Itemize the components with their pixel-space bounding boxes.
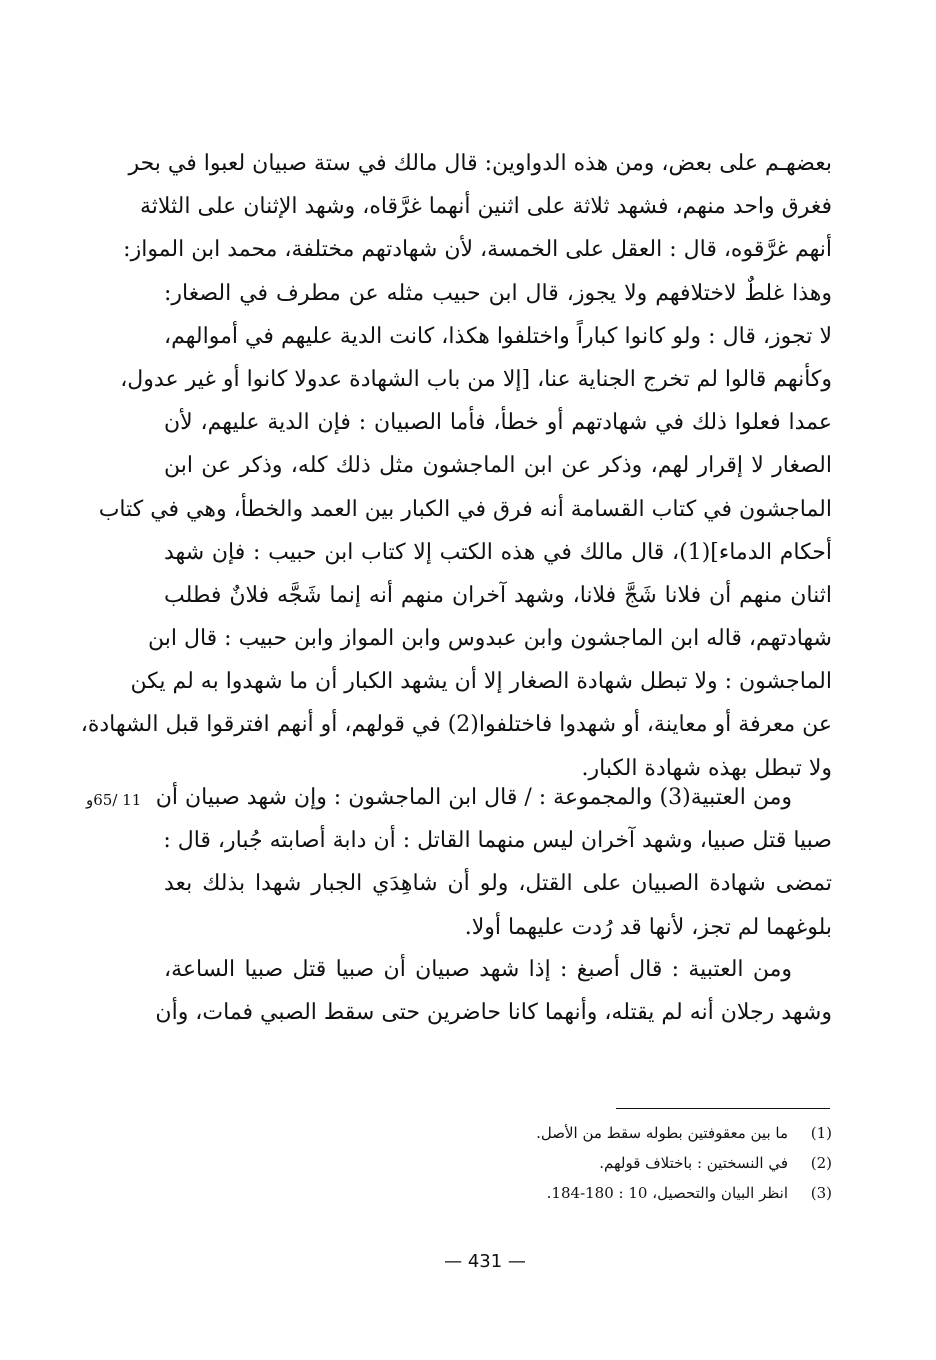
text-line: لا تجوز، قال : ولو كانوا كباراً واختلفوا هكذا، كانت الدية عليهم في أموالهم، bbox=[164, 323, 832, 349]
text-line: وكأنهم قالوا لم تخرج الجناية عنا، [إلا من باب الشهادة عدولا كانوا أو غير عدول، bbox=[120, 366, 832, 392]
text-line: تمضى شهادة الصبيان على القتل، ولو أن شاهِدَي الجبار شهدا بذلك بعد bbox=[164, 871, 832, 897]
text-line: الصغار لا إقرار لهم، وذكر عن ابن الماجشون مثل ذلك كله، وذكر عن ابن bbox=[164, 453, 832, 479]
footnote-number: (1) bbox=[810, 1124, 832, 1142]
text-line: وهذا غلطٌ لاختلافهم ولا يجوز، قال ابن حبيب مثله عن مطرف في الصغار: bbox=[164, 280, 832, 306]
text-line: شهادتهم، قاله ابن الماجشون وابن عبدوس وابن المواز وابن حبيب : قال ابن bbox=[147, 626, 832, 652]
text-line: عن معرفة أو معاينة، أو شهدوا فاختلفوا(2) في قولهم، أو أنهم افترقوا قبل الشهادة، bbox=[80, 712, 832, 738]
footnote-item bbox=[420, 1148, 832, 1178]
text-line: ومن العتبية : قال أصبغ : إذا شهد صبيان أن صبيا قتل صبيا الساعة، bbox=[164, 957, 792, 982]
footnote-number: (2) bbox=[810, 1154, 832, 1172]
footnote-item bbox=[420, 1118, 832, 1148]
text-line: أحكام الدماء](1)، قال مالك في هذه الكتب إلا كتاب ابن حبيب : فإن شهد bbox=[164, 539, 832, 565]
paragraph-3 bbox=[155, 948, 832, 1034]
footnote-text: في النسختين : باختلاف قولهم. bbox=[599, 1154, 788, 1172]
footnote-item bbox=[420, 1178, 832, 1208]
footnote-divider bbox=[616, 1108, 830, 1109]
page-number: — 431 — bbox=[444, 1251, 526, 1272]
text-line: الماجشون : ولا تبطل شهادة الصغار إلا أن يشهد الكبار أن ما شهدوا به لم يكن bbox=[130, 669, 832, 695]
footnote-number: (3) bbox=[810, 1184, 832, 1202]
text-line: بلوغهما لم تجز، لأنها قد رُدت عليهما أولا. bbox=[464, 914, 832, 940]
text-line: فغرق واحد منهم، فشهد ثلاثة على اثنين أنهما غرَّقاه، وشهد الإثنان على الثلاثة bbox=[139, 194, 832, 220]
text-line: أنهم غرَّقوه، قال : العقل على الخمسة، لأن شهادتهم مختلفة، محمد ابن المواز: bbox=[123, 237, 832, 263]
paragraph-2 bbox=[155, 776, 832, 949]
footnote-text: انظر البيان والتحصيل، 10 : 180-184. bbox=[546, 1184, 788, 1202]
text-line: ومن العتبية(3) والمجموعة : / قال ابن الماجشون : وإن شهد صبيان أن bbox=[155, 785, 792, 810]
text-line: صبيا قتل صبيا، وشهد آخران ليس منهما القاتل : أن دابة أصابته جُبار، قال : bbox=[163, 828, 832, 854]
text-line: الماجشون في كتاب القسامة أنه فرق في الكبار بين العمد والخطأ، وهي في كتاب bbox=[98, 496, 832, 522]
text-line: بعضهـم على بعض، ومن هذه الدواوين: قال مالك في ستة صبيان لعبوا في بحر bbox=[128, 151, 832, 176]
text-line: وشهد رجلان أنه لم يقتله، وأنهما كانا حاضرين حتى سقط الصبي فمات، وأن bbox=[155, 1000, 832, 1026]
paragraph-1 bbox=[80, 142, 832, 790]
text-line: عمدا فعلوا ذلك في شهادتهم أو خطأ، فأما الصبيان : فإن الدية عليهم، لأن bbox=[164, 410, 832, 436]
text-line: ولا تبطل بهذه شهادة الكبار. bbox=[581, 755, 832, 781]
footnote-text: ما بين معقوفتين بطوله سقط من الأصل. bbox=[536, 1124, 788, 1142]
footnotes bbox=[420, 1118, 832, 1208]
margin-folio-reference: 11 /65و bbox=[86, 791, 142, 809]
text-line: اثنان منهم أن فلانا شَجَّ فلانا، وشهد آخران منهم أنه إنما شَجَّه فلانٌ فطلب bbox=[164, 582, 832, 608]
